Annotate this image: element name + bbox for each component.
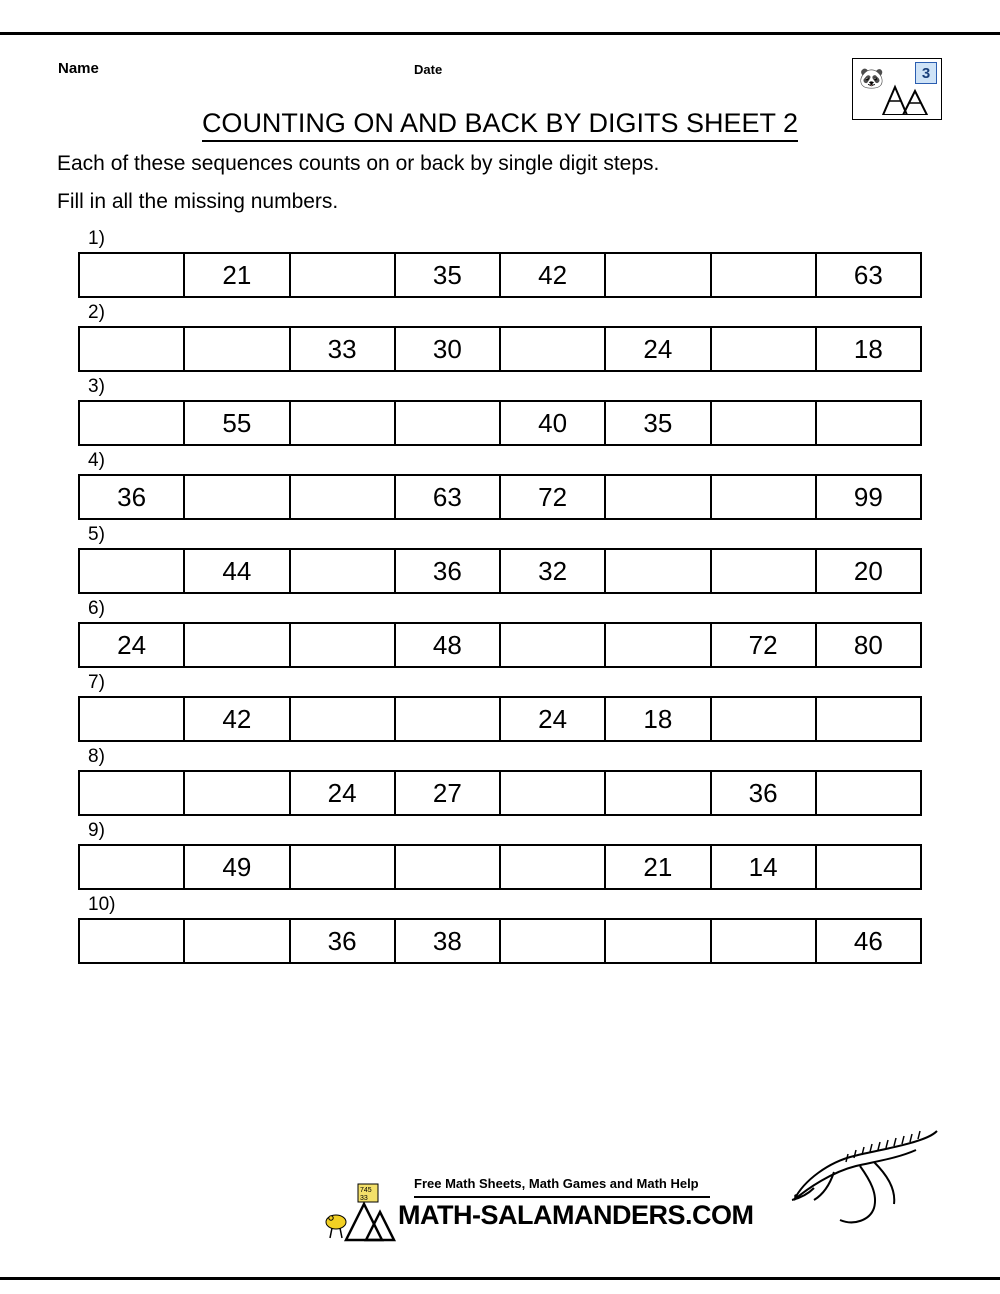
lizard-icon xyxy=(774,1122,944,1242)
sequence-cell[interactable]: 32 xyxy=(501,550,606,592)
sequence-cell[interactable]: 18 xyxy=(817,328,920,370)
footer-brand xyxy=(322,1176,754,1248)
sequence-cell[interactable] xyxy=(185,476,290,518)
sequence-cell[interactable]: 72 xyxy=(712,624,817,666)
sequence-cell[interactable] xyxy=(185,624,290,666)
problem-8 xyxy=(0,744,1000,816)
sequence-cell[interactable]: 24 xyxy=(501,698,606,740)
sequence-cell[interactable]: 33 xyxy=(291,328,396,370)
sequence-cell[interactable] xyxy=(80,550,185,592)
problem-4 xyxy=(0,448,1000,520)
problem-number: 1) xyxy=(88,228,105,249)
date-label: Date xyxy=(414,62,443,77)
sequence-cell[interactable]: 24 xyxy=(80,624,185,666)
sequence-cell[interactable]: 49 xyxy=(185,846,290,888)
problem-list xyxy=(0,226,1000,966)
sequence-cell[interactable] xyxy=(606,920,711,962)
sequence-cell[interactable] xyxy=(712,476,817,518)
sequence-cell[interactable] xyxy=(606,254,711,296)
sequence-cell[interactable]: 46 xyxy=(817,920,920,962)
sequence-cell[interactable] xyxy=(501,624,606,666)
problem-6 xyxy=(0,596,1000,668)
sequence-cell[interactable]: 80 xyxy=(817,624,920,666)
sequence-cell[interactable] xyxy=(712,254,817,296)
bottom-divider xyxy=(0,1277,1000,1280)
problem-number: 2) xyxy=(88,302,105,323)
sequence-cell[interactable] xyxy=(291,550,396,592)
sequence-cell[interactable] xyxy=(396,402,501,444)
sequence-cell[interactable]: 38 xyxy=(396,920,501,962)
sequence-cell[interactable] xyxy=(606,476,711,518)
sequence-cell[interactable] xyxy=(501,328,606,370)
sequence-cell[interactable] xyxy=(291,402,396,444)
sequence-cell[interactable] xyxy=(185,772,290,814)
sequence-cell[interactable] xyxy=(712,402,817,444)
sequence-cell[interactable] xyxy=(185,328,290,370)
sequence-cell[interactable] xyxy=(291,698,396,740)
sequence-cell[interactable]: 24 xyxy=(291,772,396,814)
sequence-cell[interactable]: 14 xyxy=(712,846,817,888)
sequence-cell[interactable] xyxy=(80,846,185,888)
sequence-row xyxy=(78,252,922,298)
problem-2 xyxy=(0,300,1000,372)
sequence-cell[interactable]: 30 xyxy=(396,328,501,370)
sequence-cell[interactable]: 36 xyxy=(291,920,396,962)
sequence-cell[interactable]: 55 xyxy=(185,402,290,444)
footer-url[interactable]: MATH-SALAMANDERS.COM xyxy=(398,1200,754,1230)
sequence-cell[interactable] xyxy=(817,402,920,444)
sequence-cell[interactable]: 36 xyxy=(396,550,501,592)
sequence-cell[interactable] xyxy=(396,698,501,740)
sequence-cell[interactable] xyxy=(291,254,396,296)
sequence-cell[interactable] xyxy=(606,624,711,666)
sequence-cell[interactable] xyxy=(817,846,920,888)
sequence-cell[interactable] xyxy=(80,698,185,740)
sequence-cell[interactable] xyxy=(185,920,290,962)
grade-badge: 3 xyxy=(915,62,937,84)
sequence-cell[interactable] xyxy=(80,920,185,962)
sequence-row xyxy=(78,622,922,668)
sequence-cell[interactable]: 18 xyxy=(606,698,711,740)
sequence-cell[interactable]: 63 xyxy=(817,254,920,296)
sequence-cell[interactable] xyxy=(501,920,606,962)
sequence-cell[interactable] xyxy=(80,254,185,296)
sequence-cell[interactable] xyxy=(817,698,920,740)
page-title xyxy=(0,108,1000,139)
name-label: Name xyxy=(58,60,99,77)
problem-5 xyxy=(0,522,1000,594)
sequence-row xyxy=(78,696,922,742)
sequence-cell[interactable] xyxy=(80,402,185,444)
sequence-cell[interactable]: 35 xyxy=(396,254,501,296)
salamander-icon: 🐼 xyxy=(859,68,884,90)
sequence-cell[interactable] xyxy=(817,772,920,814)
footer-logo-icon xyxy=(322,1182,398,1244)
svg-text:33: 33 xyxy=(360,1195,368,1202)
sequence-cell[interactable] xyxy=(501,772,606,814)
sequence-cell[interactable]: 99 xyxy=(817,476,920,518)
sequence-cell[interactable]: 48 xyxy=(396,624,501,666)
sequence-cell[interactable] xyxy=(712,920,817,962)
sequence-cell[interactable]: 42 xyxy=(501,254,606,296)
problem-number: 5) xyxy=(88,524,105,545)
sequence-cell[interactable]: 35 xyxy=(606,402,711,444)
problem-number: 8) xyxy=(88,746,105,767)
sequence-cell[interactable] xyxy=(80,772,185,814)
sequence-cell[interactable]: 36 xyxy=(80,476,185,518)
sequence-cell[interactable]: 36 xyxy=(712,772,817,814)
footer-tagline: Free Math Sheets, Math Games and Math Help xyxy=(414,1176,699,1191)
problem-number: 6) xyxy=(88,598,105,619)
footer-divider xyxy=(414,1196,710,1198)
sequence-cell[interactable] xyxy=(501,846,606,888)
sequence-cell[interactable] xyxy=(80,328,185,370)
sequence-cell[interactable] xyxy=(396,846,501,888)
sequence-row xyxy=(78,770,922,816)
sequence-cell[interactable] xyxy=(606,772,711,814)
problem-number: 9) xyxy=(88,820,105,841)
sequence-cell[interactable]: 24 xyxy=(606,328,711,370)
page-title-text: COUNTING ON AND BACK BY DIGITS SHEET 2 xyxy=(202,108,798,142)
problem-1 xyxy=(0,226,1000,298)
problem-7 xyxy=(0,670,1000,742)
problem-number: 4) xyxy=(88,450,105,471)
sequence-cell[interactable]: 20 xyxy=(817,550,920,592)
sequence-cell[interactable] xyxy=(712,698,817,740)
sequence-row xyxy=(78,918,922,964)
sequence-cell[interactable]: 42 xyxy=(185,698,290,740)
problem-3 xyxy=(0,374,1000,446)
sequence-row xyxy=(78,400,922,446)
sequence-cell[interactable]: 27 xyxy=(396,772,501,814)
instruction-line-1: Each of these sequences counts on or back by single digit steps. xyxy=(57,152,660,175)
instruction-line-2: Fill in all the missing numbers. xyxy=(57,190,339,213)
sequence-cell[interactable] xyxy=(291,846,396,888)
sequence-row xyxy=(78,326,922,372)
sequence-cell[interactable] xyxy=(712,550,817,592)
footer xyxy=(0,1120,1000,1270)
sequence-row xyxy=(78,474,922,520)
sequence-cell[interactable]: 72 xyxy=(501,476,606,518)
sequence-cell[interactable]: 21 xyxy=(185,254,290,296)
top-divider xyxy=(0,32,1000,35)
sequence-cell[interactable] xyxy=(291,476,396,518)
sequence-cell[interactable] xyxy=(291,624,396,666)
sequence-cell[interactable]: 44 xyxy=(185,550,290,592)
problem-number: 10) xyxy=(88,894,116,915)
problem-10 xyxy=(0,892,1000,964)
problem-number: 7) xyxy=(88,672,105,693)
problem-number: 3) xyxy=(88,376,105,397)
sequence-row xyxy=(78,548,922,594)
svg-text:745: 745 xyxy=(360,1187,372,1194)
sequence-cell[interactable]: 21 xyxy=(606,846,711,888)
sequence-row xyxy=(78,844,922,890)
sequence-cell[interactable]: 63 xyxy=(396,476,501,518)
sequence-cell[interactable] xyxy=(606,550,711,592)
sequence-cell[interactable] xyxy=(712,328,817,370)
problem-9 xyxy=(0,818,1000,890)
sequence-cell[interactable]: 40 xyxy=(501,402,606,444)
